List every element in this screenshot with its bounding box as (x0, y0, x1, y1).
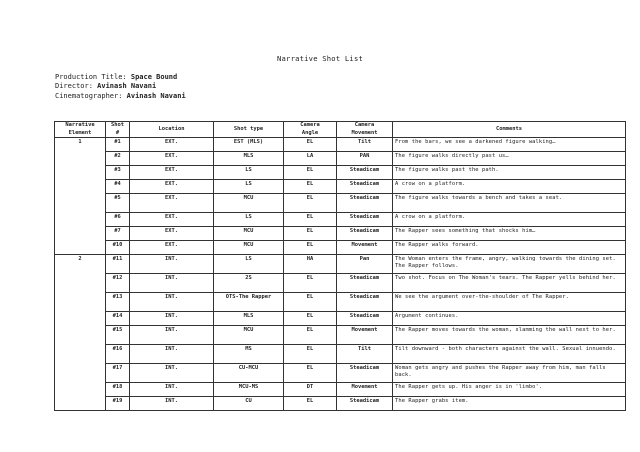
comments-cell: The Rapper sees something that shocks him… (393, 227, 626, 241)
table-row (55, 213, 626, 227)
camera-angle-cell: EL (284, 345, 337, 364)
camera-angle-cell: EL (284, 166, 337, 180)
camera-movement-cell: Steadicam (337, 180, 393, 194)
director-line (55, 82, 186, 91)
header-camera-angle: Camera Angle (284, 122, 337, 138)
location-cell: INT. (130, 312, 214, 326)
comments-cell: The Woman enters the frame, angry, walking towards the dining set. The Rapper follows. (393, 255, 626, 274)
production-title-label: Production Title: (55, 73, 127, 81)
shot-type-cell: OTS-The Rapper (214, 293, 284, 312)
location-cell: EXT. (130, 227, 214, 241)
table-row (55, 345, 626, 364)
comments-cell: The figure walks towards a bench and takes a seat. (393, 194, 626, 213)
location-cell: INT. (130, 293, 214, 312)
camera-angle-cell: HA (284, 255, 337, 274)
comments-cell: From the bars, we see a darkened figure walking… (393, 138, 626, 152)
table-row (55, 180, 626, 194)
camera-movement-cell: Tilt (337, 138, 393, 152)
shot-number-cell: #6 (106, 213, 130, 227)
comments-cell: Woman gets angry and pushes the Rapper away from him, man falls back. (393, 364, 626, 383)
header-comments: Comments (393, 122, 626, 138)
camera-angle-cell: DT (284, 383, 337, 397)
cinematographer-line (55, 92, 186, 101)
shot-type-cell: LS (214, 213, 284, 227)
comments-cell: The Rapper moves towards the woman, slamming the wall next to her. (393, 326, 626, 345)
comments-cell: Tilt downward - both characters against the wall. Sexual innuendo. (393, 345, 626, 364)
table-row (55, 274, 626, 293)
shot-type-cell: MLS (214, 312, 284, 326)
table-row (55, 152, 626, 166)
shot-number-cell: #7 (106, 227, 130, 241)
director-label: Director: (55, 82, 93, 91)
header-location: Location (130, 122, 214, 138)
header-shot-number: Shot # (106, 122, 130, 138)
shot-type-cell: MCU (214, 227, 284, 241)
narrative-element-cell: 1 (55, 138, 106, 255)
table-row (55, 241, 626, 255)
shot-number-cell: #15 (106, 326, 130, 345)
table-row (55, 326, 626, 345)
camera-angle-cell: EL (284, 326, 337, 345)
camera-angle-cell: EL (284, 312, 337, 326)
production-title-line (55, 73, 186, 82)
shot-number-cell: #14 (106, 312, 130, 326)
shot-type-cell: LS (214, 255, 284, 274)
table-row (55, 138, 626, 152)
shot-number-cell: #12 (106, 274, 130, 293)
camera-movement-cell: Steadicam (337, 166, 393, 180)
camera-angle-cell: EL (284, 364, 337, 383)
narrative-element-cell: 2 (55, 255, 106, 411)
shot-number-cell: #3 (106, 166, 130, 180)
shot-number-cell: #1 (106, 138, 130, 152)
camera-angle-cell: EL (284, 138, 337, 152)
shot-number-cell: #5 (106, 194, 130, 213)
shot-number-cell: #2 (106, 152, 130, 166)
camera-movement-cell: Steadicam (337, 227, 393, 241)
location-cell: INT. (130, 255, 214, 274)
shot-type-cell: EST (MLS) (214, 138, 284, 152)
shot-list-table (54, 121, 626, 411)
location-cell: EXT. (130, 241, 214, 255)
camera-movement-cell: Steadicam (337, 293, 393, 312)
table-row (55, 293, 626, 312)
shot-number-cell: #18 (106, 383, 130, 397)
table-row (55, 312, 626, 326)
comments-cell: A crow on a platform. (393, 180, 626, 194)
header-camera-movement: Camera Movement (337, 122, 393, 138)
camera-movement-cell: Steadicam (337, 274, 393, 293)
shot-type-cell: MCU (214, 241, 284, 255)
location-cell: EXT. (130, 180, 214, 194)
camera-movement-cell: Movement (337, 383, 393, 397)
cinematographer-label: Cinematographer: (55, 91, 123, 100)
shot-type-cell: LS (214, 180, 284, 194)
camera-movement-cell: Movement (337, 241, 393, 255)
table-row (55, 383, 626, 397)
shot-type-cell: MCU (214, 194, 284, 213)
comments-cell: The figure walks past the path. (393, 166, 626, 180)
comments-cell: The Rapper grabs item. (393, 397, 626, 411)
location-cell: INT. (130, 274, 214, 293)
table-row (55, 227, 626, 241)
table-row (55, 194, 626, 213)
camera-movement-cell: Steadicam (337, 213, 393, 227)
comments-cell: The Rapper gets up. His anger is in 'limbo'. (393, 383, 626, 397)
table-header-row (55, 122, 626, 138)
shot-number-cell: #4 (106, 180, 130, 194)
shot-type-cell: MS (214, 345, 284, 364)
location-cell: EXT. (130, 213, 214, 227)
header-narrative-element: Narrative Element (55, 122, 106, 138)
production-title-value: Space Bound (130, 73, 178, 81)
shot-number-cell: #19 (106, 397, 130, 411)
camera-angle-cell: EL (284, 194, 337, 213)
camera-movement-cell: PAN (337, 152, 393, 166)
camera-angle-cell: EL (284, 213, 337, 227)
camera-movement-cell: Tilt (337, 345, 393, 364)
shot-type-cell: MCU-MS (214, 383, 284, 397)
shot-type-cell: MCU (214, 326, 284, 345)
table-row (55, 255, 626, 274)
director-value: Avinash Navani (97, 82, 157, 91)
location-cell: INT. (130, 397, 214, 411)
shot-type-cell: MLS (214, 152, 284, 166)
shot-number-cell: #11 (106, 255, 130, 274)
table-row (55, 364, 626, 383)
comments-cell: The Rapper walks forward. (393, 241, 626, 255)
shot-type-cell: LS (214, 166, 284, 180)
page-title: Narrative Shot List (276, 54, 364, 63)
location-cell: EXT. (130, 152, 214, 166)
shot-type-cell: 2S (214, 274, 284, 293)
shot-number-cell: #13 (106, 293, 130, 312)
camera-angle-cell: EL (284, 241, 337, 255)
camera-movement-cell: Steadicam (337, 312, 393, 326)
location-cell: INT. (130, 364, 214, 383)
shot-number-cell: #16 (106, 345, 130, 364)
camera-angle-cell: EL (284, 180, 337, 194)
location-cell: EXT. (130, 166, 214, 180)
camera-movement-cell: Steadicam (337, 397, 393, 411)
table-row (55, 166, 626, 180)
camera-movement-cell: Pan (337, 255, 393, 274)
shot-number-cell: #17 (106, 364, 130, 383)
camera-angle-cell: EL (284, 397, 337, 411)
location-cell: EXT. (130, 138, 214, 152)
camera-movement-cell: Steadicam (337, 364, 393, 383)
camera-angle-cell: LA (284, 152, 337, 166)
cinematographer-value: Avinash Navani (126, 91, 186, 100)
shot-type-cell: CU-MCU (214, 364, 284, 383)
comments-cell: Argument continues. (393, 312, 626, 326)
location-cell: INT. (130, 345, 214, 364)
location-cell: EXT. (130, 194, 214, 213)
header-shot-type: Shot type (214, 122, 284, 138)
location-cell: INT. (130, 326, 214, 345)
camera-angle-cell: EL (284, 293, 337, 312)
camera-movement-cell: Steadicam (337, 194, 393, 213)
production-info (55, 73, 186, 101)
shot-number-cell: #10 (106, 241, 130, 255)
comments-cell: The figure walks directly past us… (393, 152, 626, 166)
location-cell: INT. (130, 383, 214, 397)
comments-cell: Two shot. Focus on The Woman's tears. The Rapper yells behind her. (393, 274, 626, 293)
camera-angle-cell: EL (284, 274, 337, 293)
shot-list-body (55, 138, 626, 411)
comments-cell: We see the argument over-the-shoulder of The Rapper. (393, 293, 626, 312)
camera-angle-cell: EL (284, 227, 337, 241)
comments-cell: A crow on a platform. (393, 213, 626, 227)
camera-movement-cell: Movement (337, 326, 393, 345)
table-row (55, 397, 626, 411)
shot-type-cell: CU (214, 397, 284, 411)
